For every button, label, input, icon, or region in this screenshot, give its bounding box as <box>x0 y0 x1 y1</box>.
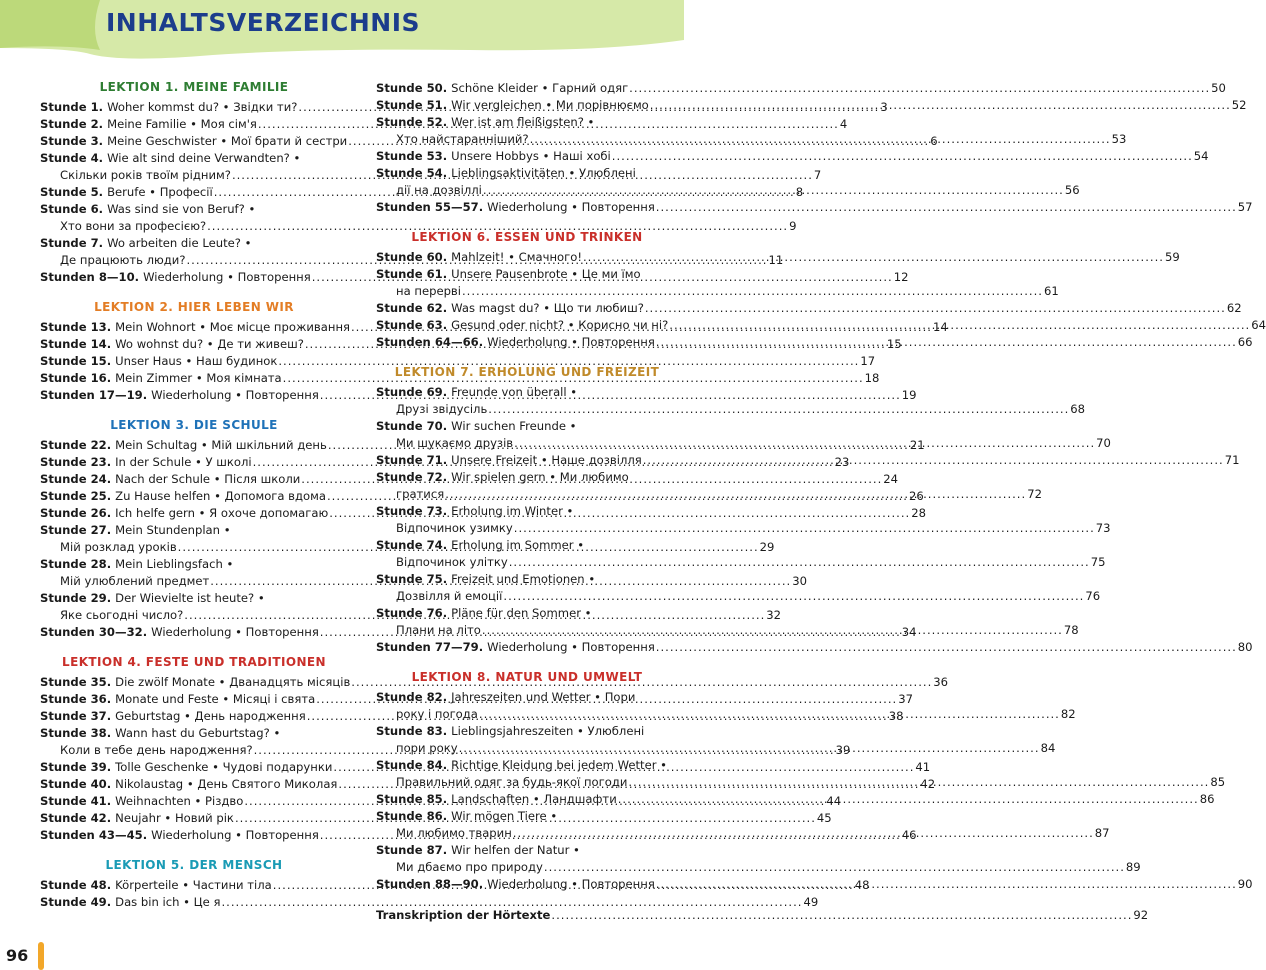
toc-entry-text: Wir mögen Tiere • <box>451 809 558 823</box>
toc-entry-text: Berufe • Професії <box>107 185 213 199</box>
toc-entry-stunde: Stunden 17—19. <box>40 388 148 402</box>
toc-entry-text: Der Wievielte ist heute? • <box>115 591 265 605</box>
toc-entry-page: 50 <box>1211 81 1226 95</box>
toc-entry-stunde: Stunde 74. <box>376 538 448 552</box>
toc-entry-page: 84 <box>1040 741 1056 755</box>
toc-entry-text-ua: Ми шукаємо друзів <box>396 436 514 450</box>
lesson-title-2: LEKTION 2. HIER LEBEN WIR <box>94 300 294 314</box>
toc-entry-text: Erholung im Winter • <box>451 504 574 518</box>
page-number-bar <box>38 942 44 970</box>
toc-entry-stunde: Stunde 38. <box>40 726 112 740</box>
toc-entry-leader <box>628 774 1209 791</box>
toc-entry-stunde: Stunde 62. <box>376 301 448 315</box>
toc-entry-text-ua: на перерві <box>396 284 461 298</box>
toc-entry-text: Wiederholung • Повторення <box>487 640 655 654</box>
toc-entry-stunde: Stunde 85. <box>376 792 448 806</box>
toc-entry-text: Unsere Freizeit • Наше дозвілля <box>451 453 642 467</box>
toc-entry-text: Jahreszeiten und Wetter • Пори <box>451 690 636 704</box>
toc-entry-line2 <box>376 554 1106 571</box>
toc-entry-text: Meine Familie • Моя сім'я <box>107 117 257 131</box>
toc-entry-leader <box>645 300 1226 317</box>
toc-entry-stunde: Stunde 16. <box>40 371 112 385</box>
toc-entry-stunde: Stunde 42. <box>40 811 112 825</box>
toc-entry-line1 <box>40 522 348 539</box>
toc-entry-line1 <box>40 201 348 218</box>
toc-entry-text: Mein Schultag • Мій шкільний день <box>115 438 327 452</box>
toc-entry-line1 <box>376 266 678 283</box>
toc-entry-stunde: Stunde 71. <box>376 453 448 467</box>
toc-entry-stunde: Stunde 60. <box>376 250 448 264</box>
toc-entry-page: 78 <box>1063 623 1079 637</box>
toc-entry-page: 8 <box>795 185 804 199</box>
toc-entry-page: 17 <box>860 354 876 368</box>
toc-entry-text: Wir vergleichen • Ми порівнюємо <box>451 98 649 112</box>
toc-entry-page: 30 <box>792 574 807 588</box>
toc-entry-text: Nikolaustag • День Святого Миколая <box>115 777 338 791</box>
toc-entry-leader <box>656 199 1237 216</box>
toc-entry <box>376 114 1127 148</box>
toc-entry-page: 89 <box>1125 860 1141 874</box>
toc-entry-text-ua: дії на дозвіллі <box>396 183 482 197</box>
toc-entry-stunde: Stunde 84. <box>376 758 448 772</box>
toc-entry-text: Wiederholung • Повторення <box>151 625 319 639</box>
toc-entry-line1 <box>376 384 678 401</box>
toc-entry-text-ua: Відпочинок улітку <box>396 555 508 569</box>
toc-entry-page: 34 <box>901 625 917 639</box>
toc-entry-leader <box>656 334 1237 351</box>
toc-entry-text-ua: Мій улюблений предмет <box>60 574 210 588</box>
toc-entry-text: Freizeit und Emotionen • <box>451 572 596 586</box>
toc-entry-stunde: Stunde 5. <box>40 185 104 199</box>
toc-entry-line2 <box>376 401 1086 418</box>
toc-entry-text: Pläne für den Sommer • <box>451 606 592 620</box>
toc-entry-page: 32 <box>766 608 782 622</box>
toc-entry <box>40 353 876 370</box>
toc-entry-page: 71 <box>1224 453 1240 467</box>
toc-entry-line1 <box>376 571 678 588</box>
toc-entry-text: Tolle Geschenke • Чудові подарунки <box>115 760 333 774</box>
toc-entry-line1 <box>376 537 678 554</box>
toc-entry-page: 80 <box>1237 640 1253 654</box>
toc-entry-page: 9 <box>789 219 797 233</box>
toc-entry-stunde: Stunde 36. <box>40 692 112 706</box>
toc-entry-page: 29 <box>759 540 775 554</box>
toc-entry-text-ua: Скільки років твоїм рідним? <box>60 168 231 182</box>
toc-entry-leader <box>583 249 1164 266</box>
toc-entry-text: Richtige Kleidung bei jedem Wetter • <box>451 758 668 772</box>
toc-entry-stunde: Stunde 3. <box>40 134 104 148</box>
page-title: INHALTSVERZEICHNIS <box>106 8 421 37</box>
toc-entry-text: Wiederholung • Повторення <box>151 388 319 402</box>
toc-entry-leader <box>483 182 1064 199</box>
toc-entry-page: 6 <box>930 134 938 148</box>
toc-entry-page: 76 <box>1085 589 1101 603</box>
toc-entry-text: Mahlzeit! • Смачного! <box>451 250 582 264</box>
toc-entry-leader <box>482 622 1063 639</box>
toc-entry-stunde: Stunde 54. <box>376 166 448 180</box>
toc-entry-stunde: Stunden 64—66. <box>376 335 484 349</box>
toc-entry-text: Freunde von überall • <box>451 385 578 399</box>
toc-entry-stunde: Stunde 72. <box>376 470 448 484</box>
toc-entry-leader <box>462 283 1043 300</box>
toc-entry-text: Wiederholung • Повторення <box>151 828 319 842</box>
toc-entry-text: Gesund oder nicht? • Корисно чи ні? <box>451 318 669 332</box>
header-band <box>0 0 684 62</box>
toc-entry-page: 24 <box>883 472 899 486</box>
toc-entry-stunde: Stunde 53. <box>376 149 448 163</box>
toc-entry-page: 75 <box>1090 555 1106 569</box>
toc-entry-stunde: Stunde 52. <box>376 115 448 129</box>
toc-entry-stunde: Stunde 63. <box>376 318 448 332</box>
toc-entry-line1 <box>376 114 678 131</box>
toc-entry-page: 62 <box>1226 301 1242 315</box>
toc-entry-page: 56 <box>1064 183 1080 197</box>
toc-entry-line1 <box>376 165 678 182</box>
toc-entry-stunde: Stunde 27. <box>40 523 112 537</box>
toc-entry-text: Wiederholung • Повторення <box>487 335 655 349</box>
toc-entry-stunde: Stunden 55—57. <box>376 200 484 214</box>
toc-entry-text: Schöne Kleider • Гарний одяг <box>451 81 629 95</box>
lesson-title-5: LEKTION 5. DER MENSCH <box>105 858 283 872</box>
toc-entry-stunde: Stunde 2. <box>40 117 104 131</box>
toc-entry-stunde: Stunden 30—32. <box>40 625 148 639</box>
toc-entry-stunde: Stunde 35. <box>40 675 112 689</box>
toc-entry-page: 54 <box>1193 149 1209 163</box>
toc-entry-stunde: Stunden 88—90. <box>376 877 484 891</box>
toc-entry-text: Wer ist am fleißigsten? • <box>451 115 595 129</box>
toc-entry-page: 44 <box>826 794 842 808</box>
toc-entry-line2 <box>376 520 1111 537</box>
toc-entry-page: 61 <box>1043 284 1059 298</box>
toc-entry-text-ua: пори року <box>396 741 458 755</box>
toc-entry-line1 <box>376 689 678 706</box>
toc-entry-stunde: Stunde 28. <box>40 557 112 571</box>
toc-entry-page: 64 <box>1251 318 1266 332</box>
toc-entry-text: Mein Lieblingsfach • <box>115 557 234 571</box>
toc-entry-line1 <box>376 723 678 740</box>
toc-entry-page: 68 <box>1070 402 1086 416</box>
toc-entry-page: 11 <box>768 253 784 267</box>
lesson-title-8: LEKTION 8. NATUR UND UMWELT <box>411 670 643 684</box>
toc-entry-page: 23 <box>834 455 850 469</box>
toc-entry-text: Nach der Schule • Після школи <box>115 472 301 486</box>
toc-entry-text-ua: Хто найстаранніший? <box>396 132 529 146</box>
toc-entry-stunde: Stunde 7. <box>40 236 104 250</box>
toc-entry-transcription <box>376 907 1149 924</box>
toc-entry-page: 52 <box>1231 98 1247 112</box>
toc-entry-page: 57 <box>1237 200 1253 214</box>
toc-entry-stunde: Stunde 39. <box>40 760 112 774</box>
toc-entry-stunde: Stunde 61. <box>376 267 448 281</box>
toc-entry-stunde: Stunde 86. <box>376 809 448 823</box>
toc-entry-stunde: Stunde 41. <box>40 794 112 808</box>
toc-entry-leader <box>459 740 1040 757</box>
toc-entry-leader <box>488 401 1069 418</box>
toc-entry <box>376 199 1253 216</box>
toc-entry-page: 46 <box>901 828 917 842</box>
toc-entry-leader <box>513 825 1094 842</box>
toc-entry-leader <box>503 588 1084 605</box>
toc-entry-leader <box>656 876 1237 893</box>
toc-entry-stunde: Stunde 26. <box>40 506 112 520</box>
toc-entry-stunde: Stunde 6. <box>40 202 104 216</box>
toc-entry-line1 <box>376 605 678 622</box>
toc-entry-text: Wir spielen gern • Ми любимо <box>451 470 629 484</box>
toc-entry-text: Lieblingsaktivitäten • Улюблені <box>451 166 636 180</box>
toc-entry-stunde: Stunden 8—10. <box>40 270 140 284</box>
toc-entry-text: Wiederholung • Повторення <box>487 877 655 891</box>
toc-entry-text: Lieblingsjahreszeiten • Улюблені <box>451 724 645 738</box>
toc-entry-text: In der Schule • У школі <box>115 455 252 469</box>
toc-entry-text: Wiederholung • Повторення <box>143 270 311 284</box>
toc-entry-text-ua: Правильний одяг за будь-якої погоди <box>396 775 628 789</box>
toc-entry-page: 12 <box>893 270 909 284</box>
toc-entry-stunde: Stunde 37. <box>40 709 112 723</box>
toc-entry-page: 49 <box>803 895 819 909</box>
toc-entry-leader <box>656 639 1237 656</box>
toc-entry-stunde: Stunde 51. <box>376 98 448 112</box>
toc-entry-text-ua: року і погода <box>396 707 478 721</box>
toc-entry-line1 <box>376 842 678 859</box>
toc-entry-leader <box>509 554 1090 571</box>
toc-entry-page: 21 <box>909 438 925 452</box>
toc-entry-text-ua: Дозвілля й емоції <box>396 589 503 603</box>
toc-entry-leader <box>445 486 1026 503</box>
toc-entry-text: Weihnachten • Різдво <box>115 794 244 808</box>
toc-entry-page: 85 <box>1210 775 1226 789</box>
toc-entry-page: 39 <box>835 743 851 757</box>
toc-entry-text: Wir suchen Freunde • <box>451 419 577 433</box>
toc-entry-text-ua: Мій розклад уроків <box>60 540 177 554</box>
toc-entry-leader <box>669 317 1250 334</box>
toc-entry-line1 <box>376 418 678 435</box>
toc-entry-stunde: Stunde 69. <box>376 385 448 399</box>
toc-entry-text: Mein Wohnort • Моє місце проживання <box>115 320 350 334</box>
toc-entry-line1 <box>376 469 678 486</box>
toc-entry-text-ua: Де працюють люди? <box>60 253 186 267</box>
toc-entry-line1 <box>40 590 348 607</box>
toc-entry-page: 7 <box>813 168 822 182</box>
toc-entry-page: 19 <box>901 388 917 402</box>
toc-entry-page: 4 <box>839 117 848 131</box>
toc-entry-leader <box>514 520 1095 537</box>
toc-entry-stunde: Stunde 76. <box>376 606 448 620</box>
toc-entry-text-ua: Ми дбаємо про природу <box>396 860 543 874</box>
toc-entry <box>376 97 1247 114</box>
toc-entry-page: 92 <box>1133 908 1149 922</box>
toc-entry-stunde: Stunden 77—79. <box>376 640 484 654</box>
toc-entry-line1 <box>40 150 348 167</box>
toc-entry <box>376 842 1141 876</box>
toc-entry-stunde: Stunde 83. <box>376 724 448 738</box>
toc-entry-text: Die zwölf Monate • Дванадцять місяців <box>115 675 351 689</box>
toc-entry-stunde: Stunden 43—45. <box>40 828 148 842</box>
toc-entry-leader <box>479 706 1060 723</box>
toc-entry-line1 <box>376 808 678 825</box>
toc-entry-text: Neujahr • Новий рік <box>115 811 234 825</box>
toc-entry-line1 <box>40 556 348 573</box>
toc-entry-page: 14 <box>932 320 948 334</box>
toc-entry-page: 87 <box>1094 826 1110 840</box>
toc-entry-line1 <box>40 725 348 742</box>
toc-entry-stunde: Stunde 48. <box>40 878 112 892</box>
toc-entry-text: Körperteile • Частини тіла <box>115 878 272 892</box>
toc-entry <box>376 148 1209 165</box>
toc-entry-stunde: Stunde 14. <box>40 337 112 351</box>
toc-entry-page: 42 <box>920 777 936 791</box>
toc-entry-stunde: Stunde 75. <box>376 572 448 586</box>
toc-entry-stunde: Stunde 73. <box>376 504 448 518</box>
toc-entry-text: Mein Stundenplan • <box>115 523 231 537</box>
toc-entry-text: Erholung im Sommer • <box>451 538 585 552</box>
toc-entry-text: Das bin ich • Це я <box>115 895 221 909</box>
toc-entry-line2 <box>40 218 797 235</box>
toc-entry <box>376 639 1253 656</box>
toc-entry-page: 73 <box>1095 521 1111 535</box>
toc-entry-text: Ich helfe gern • Я охоче допомагаю <box>115 506 329 520</box>
toc-entry-line2 <box>376 283 1059 300</box>
lesson-title-6: LEKTION 6. ESSEN UND TRINKEN <box>411 230 643 244</box>
toc-entry-text: Wann hast du Geburtstag? • <box>115 726 281 740</box>
toc-entry-stunde: Stunde 82. <box>376 690 448 704</box>
toc-entry-stunde: Stunde 4. <box>40 151 104 165</box>
toc-entry-text-ua: Ми любимо тварин <box>396 826 512 840</box>
toc-entry-text-ua: Яке сьогодні число? <box>60 608 184 622</box>
toc-entry-text: Wir helfen der Natur • <box>451 843 580 857</box>
toc-entry-leader <box>612 148 1193 165</box>
toc-entry-page: 38 <box>888 709 904 723</box>
toc-entry-text: Monate und Feste • Місяці і свята <box>115 692 316 706</box>
toc-entry-stunde: Stunde 49. <box>40 895 112 909</box>
toc-entry-stunde: Stunde 22. <box>40 438 112 452</box>
lesson-title-7: LEKTION 7. ERHOLUNG UND FREIZEIT <box>394 365 660 379</box>
toc-entry <box>40 894 819 911</box>
toc-entry-line2 <box>376 131 1127 148</box>
page-number: 96 <box>6 946 29 965</box>
toc-entry-stunde: Stunde 70. <box>376 419 448 433</box>
toc-entry-text: Unsere Pausenbrote • Це ми їмо <box>451 267 641 281</box>
toc-entry-stunde: Stunde 13. <box>40 320 112 334</box>
toc-entry-text: Wo wohnst du? • Де ти живеш? <box>115 337 304 351</box>
toc-entry-page: 70 <box>1096 436 1111 450</box>
lesson-title-4: LEKTION 4. FESTE UND TRADITIONEN <box>62 655 326 669</box>
toc-entry-page: 15 <box>886 337 902 351</box>
toc-entry-stunde: Stunde 87. <box>376 843 448 857</box>
toc-entry-text: Wo arbeiten die Leute? • <box>107 236 252 250</box>
toc-entry-leader <box>514 435 1095 452</box>
toc-entry-stunde: Stunde 1. <box>40 100 104 114</box>
lesson-title-3: LEKTION 3. DIE SCHULE <box>110 418 278 432</box>
toc-entry-stunde: Stunde 15. <box>40 354 112 368</box>
toc-entry-page: 37 <box>898 692 913 706</box>
toc-entry-line2 <box>376 588 1101 605</box>
toc-entry <box>376 80 1226 97</box>
toc-entry-text: Unsere Hobbys • Наші хобі <box>451 149 611 163</box>
toc-entry-text: Wie alt sind deine Verwandten? • <box>107 151 301 165</box>
toc-entry-page: 41 <box>915 760 931 774</box>
toc-entry <box>376 165 1080 199</box>
toc-entry-leader <box>650 97 1231 114</box>
toc-entry-text: Wiederholung • Повторення <box>487 200 655 214</box>
toc-entry-page: 3 <box>880 100 888 114</box>
toc-entry-page: 45 <box>816 811 832 825</box>
toc-entry-page: 48 <box>854 878 870 892</box>
toc-entry-page: 53 <box>1111 132 1127 146</box>
toc-entry-leader <box>643 452 1224 469</box>
toc-entry-line2 <box>376 859 1141 876</box>
toc-entry-page: 90 <box>1237 877 1253 891</box>
toc-entry-leader <box>629 80 1210 97</box>
toc-entry-text-ua: Друзі звідусіль <box>396 402 488 416</box>
toc-entry-line1 <box>40 235 348 252</box>
toc-entry-page: 18 <box>864 371 880 385</box>
toc-entry-page: 66 <box>1237 335 1253 349</box>
toc-entry-stunde: Stunde 50. <box>376 81 448 95</box>
toc-entry-text: Transkription der Hörtexte <box>376 908 551 922</box>
toc-entry-text: Mein Zimmer • Моя кімната <box>115 371 282 385</box>
toc-entry-text: Was sind sie von Beruf? • <box>107 202 256 216</box>
toc-entry-text-ua: Відпочинок узимку <box>396 521 513 535</box>
toc-entry-text: Landschaften • Ландшафти <box>451 792 617 806</box>
toc-entry-stunde: Stunde 25. <box>40 489 112 503</box>
toc-entry-text: Geburtstag • День народження <box>115 709 306 723</box>
toc-entry-text: Was magst du? • Що ти любиш? <box>451 301 644 315</box>
toc-entry-text-ua: Коли в тебе день народження? <box>60 743 253 757</box>
toc-entry-page: 26 <box>908 489 924 503</box>
toc-entry-page: 59 <box>1164 250 1180 264</box>
toc-entry-leader <box>544 859 1125 876</box>
toc-entry <box>376 300 1242 317</box>
toc-entry-page: 86 <box>1199 792 1215 806</box>
toc-entry-page: 72 <box>1027 487 1042 501</box>
toc-entry-stunde: Stunde 40. <box>40 777 112 791</box>
toc-entry-line1 <box>376 757 678 774</box>
toc-entry-page: 82 <box>1060 707 1076 721</box>
toc-entry-text-ua: Плани на літо <box>396 623 481 637</box>
lesson-title-1: LEKTION 1. MEINE FAMILIE <box>99 80 289 94</box>
toc-entry-stunde: Stunde 23. <box>40 455 112 469</box>
toc-entry-text: Zu Hause helfen • Допомога вдома <box>115 489 326 503</box>
toc-entry-leader <box>530 131 1111 148</box>
toc-entry-text: Woher kommst du? • Звідки ти? <box>107 100 298 114</box>
toc-entry-stunde: Stunde 24. <box>40 472 112 486</box>
toc-entry-leader <box>618 791 1199 808</box>
toc-entry-page: 36 <box>933 675 949 689</box>
toc-entry-line1 <box>376 503 678 520</box>
toc-entry-text-ua: гратися <box>396 487 445 501</box>
toc-entry-stunde: Stunde 29. <box>40 591 112 605</box>
toc-entry-line2 <box>376 182 1080 199</box>
toc-entry-text: Meine Geschwister • Мої брати й сестри <box>107 134 348 148</box>
toc-entry-text-ua: Хто вони за професією? <box>60 219 207 233</box>
toc-entry-page: 28 <box>911 506 926 520</box>
toc-entry-text: Unser Haus • Наш будинок <box>115 354 278 368</box>
